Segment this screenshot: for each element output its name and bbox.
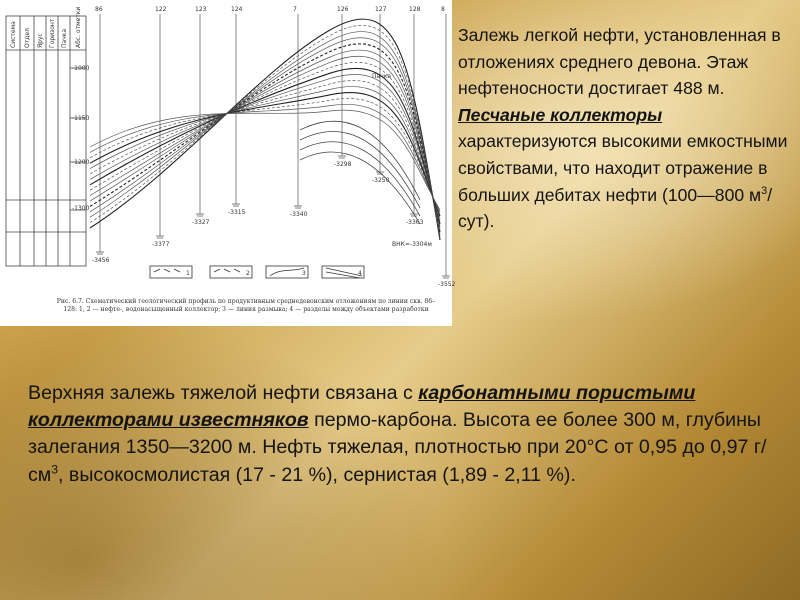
depth-mark: -1150 xyxy=(72,115,90,122)
well-depth-label: -3315 xyxy=(228,209,246,216)
stratigraphic-column xyxy=(6,16,86,266)
depth-mark: -1200 xyxy=(72,159,90,166)
legend xyxy=(150,266,364,278)
well-label: 7 xyxy=(293,6,297,13)
legend-number: 2 xyxy=(246,270,250,277)
column-header: Пачка xyxy=(61,28,68,48)
column-header: Система xyxy=(10,21,17,48)
right-text-part1: Залежь легкой нефти, установленная в отложениях среднего девона. Этаж нефтеносности достигает 488 м. xyxy=(458,25,781,99)
well-depth-label: -3363 xyxy=(406,219,424,226)
right-paragraph xyxy=(458,22,796,235)
strata-layers xyxy=(90,19,440,240)
bottom-text-part2: пермо-карбона. Высота ее более 300 м, глубины залегания 1350—3200 м. Нефть тяжелая, плотностью при 20°С от 0,95 до 0,97 г/см xyxy=(28,409,767,486)
well-bottom-mark xyxy=(156,236,164,238)
geological-profile-figure xyxy=(0,0,456,326)
bottom-text-part1: Верхняя залежь тяжелой нефти связана с xyxy=(28,382,413,404)
right-text-part3: /сут). xyxy=(458,184,773,232)
profile-diagram xyxy=(0,0,456,326)
carbonate-collectors-term: карбонатными пористыми коллекторами известняков xyxy=(28,382,696,432)
well-bottom-mark xyxy=(232,204,240,206)
well-bottom-mark xyxy=(338,156,346,158)
column-header: Горизонт xyxy=(49,18,56,48)
well-depth-label: -3456 xyxy=(92,257,110,264)
annotation-top: Пачка xyxy=(372,73,392,80)
legend-number: 1 xyxy=(186,270,190,277)
well-label: 122 xyxy=(155,6,167,13)
well-depth-label: -3327 xyxy=(192,219,210,226)
well-bottom-mark xyxy=(442,276,450,278)
well-depth-label: -3298 xyxy=(334,161,352,168)
well-depth-label: -3552 xyxy=(438,281,456,288)
depth-mark: -1300 xyxy=(72,205,90,212)
well-label: 123 xyxy=(195,6,207,13)
column-header: Отдел xyxy=(24,28,31,48)
well-label: 126 xyxy=(337,6,349,13)
stratum-line xyxy=(90,68,440,224)
stratum-line xyxy=(90,62,440,226)
right-text-part2: характеризуются высокими емкостными свойствами, что находит отражение в больших дебитах нефти (100—800 м xyxy=(458,131,788,205)
well-label: 8 xyxy=(441,6,445,13)
well-bottom-mark xyxy=(294,206,302,208)
well-depth-label: -3377 xyxy=(152,241,170,248)
stratum-line xyxy=(90,38,440,234)
depth-mark: -1000 xyxy=(72,65,90,72)
bottom-text-part3: , высокосмолистая (17 - 21 %), сернистая (1,89 - 2,11 %). xyxy=(58,463,576,486)
figure-caption: Рис. 6.7. Схематический геологический профиль по продуктивным среднедевонским отложениям по линии скв. 86–128: 1, 2 — нефте-, водонасыщенный коллектор; 3 — линия размыва; 4 — разделы между объектами разработки xyxy=(56,298,436,313)
legend-number: 3 xyxy=(302,270,306,277)
annotation-bnk: ВНК=-3304м xyxy=(392,241,432,248)
well-label: 124 xyxy=(231,6,243,13)
well-bottom-mark xyxy=(96,252,104,254)
well-depth-label: -3250 xyxy=(372,177,390,184)
well-depth-label: -3340 xyxy=(290,211,308,218)
bottom-text-sup: 3 xyxy=(51,462,59,477)
legend-number: 4 xyxy=(358,270,362,277)
well-label: 127 xyxy=(375,6,387,13)
column-header: Абс. отметки xyxy=(75,6,82,48)
sand-collectors-term: Песчаные коллекторы xyxy=(458,104,663,125)
stratum-line xyxy=(90,104,440,212)
well-label: 128 xyxy=(409,6,421,13)
lower-stratum-line xyxy=(300,142,420,216)
column-header: Ярус xyxy=(37,33,44,48)
right-text-sup: 3 xyxy=(761,184,768,197)
stratum-line xyxy=(90,81,440,220)
bottom-paragraph xyxy=(28,380,788,489)
well-bottom-mark xyxy=(196,214,204,216)
stratum-line xyxy=(90,25,440,238)
stratum-line xyxy=(90,98,440,214)
well-label: 86 xyxy=(95,6,103,13)
